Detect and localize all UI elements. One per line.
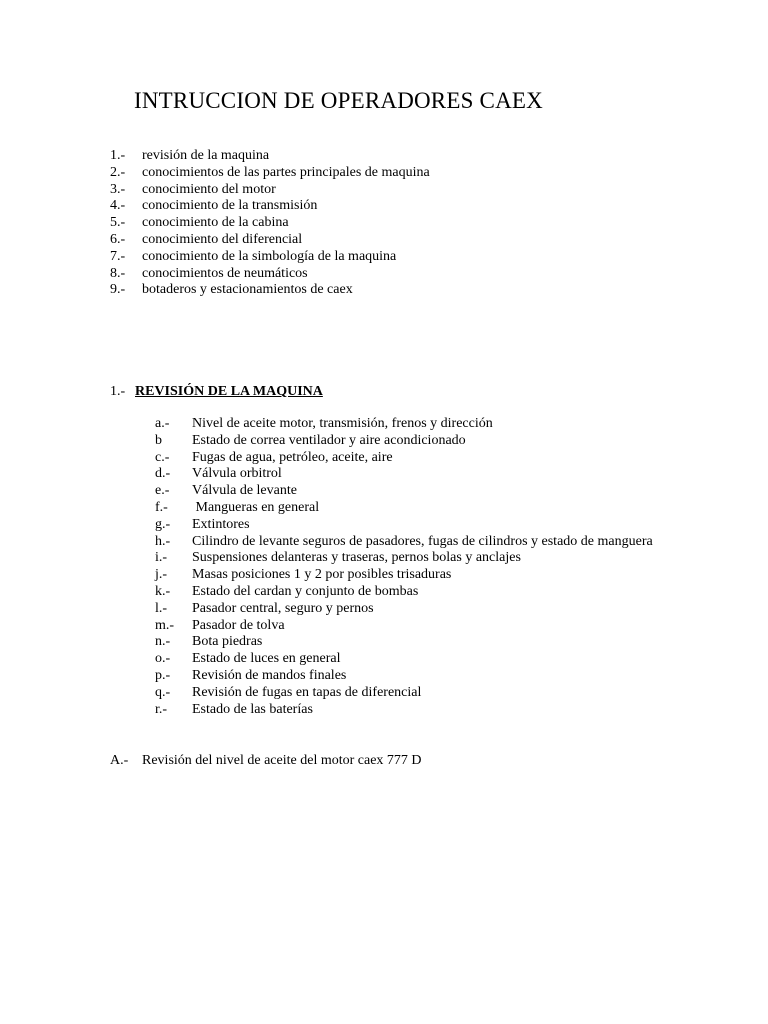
checklist-item	[155, 618, 653, 635]
checklist-item-text: Pasador de tolva	[192, 617, 285, 633]
checklist-item-text: Mangueras en general	[192, 499, 320, 515]
checklist-item	[155, 634, 653, 651]
checklist-item	[155, 416, 653, 433]
checklist-item-letter: r.-	[155, 701, 168, 717]
checklist-item	[155, 550, 653, 567]
checklist-item-text: Masas posiciones 1 y 2 por posibles trisaduras	[192, 567, 452, 583]
checklist-item	[155, 702, 653, 719]
checklist-item-letter: e.-	[155, 483, 170, 499]
toc-item	[110, 182, 430, 199]
toc-item-text: conocimiento de la cabina	[142, 215, 289, 231]
checklist-item	[155, 500, 653, 517]
checklist-item-letter: p.-	[155, 667, 171, 683]
checklist-item-letter: i.-	[155, 550, 168, 566]
toc-item-number: 6.-	[110, 231, 126, 247]
checklist-item-text: Pasador central, seguro y pernos	[192, 600, 374, 616]
checklist-item-letter: m.-	[155, 617, 175, 633]
checklist-item-letter: d.-	[155, 466, 171, 482]
subsection-letter: A.-	[110, 753, 129, 768]
toc-item-number: 3.-	[110, 181, 126, 197]
toc-item-text: conocimientos de neumáticos	[142, 265, 308, 281]
section-title: REVISIÓN DE LA MAQUINA	[135, 384, 323, 399]
checklist-item	[155, 517, 653, 534]
table-of-contents	[110, 148, 430, 299]
toc-item-number: 8.-	[110, 265, 126, 281]
toc-item-text: conocimiento del motor	[142, 181, 276, 197]
inspection-checklist	[155, 416, 653, 718]
checklist-item	[155, 450, 653, 467]
toc-item	[110, 198, 430, 215]
toc-item	[110, 282, 430, 299]
checklist-item	[155, 534, 653, 551]
toc-item	[110, 266, 430, 283]
checklist-item	[155, 668, 653, 685]
checklist-item-letter: k.-	[155, 583, 171, 599]
checklist-item-text: Cilindro de levante seguros de pasadores, fugas de cilindros y estado de manguera	[192, 533, 653, 549]
toc-item	[110, 215, 430, 232]
toc-item-number: 9.-	[110, 282, 126, 298]
toc-item-number: 2.-	[110, 164, 126, 180]
checklist-item	[155, 567, 653, 584]
checklist-item-letter: o.-	[155, 651, 171, 667]
checklist-item-text: Revisión de fugas en tapas de diferencial	[192, 684, 422, 700]
toc-item-number: 4.-	[110, 198, 126, 214]
checklist-item-letter: g.-	[155, 516, 171, 532]
checklist-item-text: Extintores	[192, 516, 250, 532]
checklist-item-text: Fugas de agua, petróleo, aceite, aire	[192, 449, 393, 465]
checklist-item	[155, 651, 653, 668]
checklist-item-text: Estado del cardan y conjunto de bombas	[192, 583, 419, 599]
toc-item-text: conocimiento de la transmisión	[142, 198, 318, 214]
checklist-item	[155, 601, 653, 618]
checklist-item-text: Estado de correa ventilador y aire acondicionado	[192, 432, 466, 448]
checklist-item-letter: f.-	[155, 499, 168, 515]
checklist-item-letter: h.-	[155, 533, 171, 549]
checklist-item-letter: c.-	[155, 449, 170, 465]
toc-item	[110, 165, 430, 182]
toc-item-text: conocimiento de la simbología de la maquina	[142, 248, 397, 264]
checklist-item-text: Válvula orbitrol	[192, 466, 282, 482]
toc-item-text: conocimientos de las partes principales de maquina	[142, 164, 430, 180]
checklist-item-text: Válvula de levante	[192, 483, 297, 499]
toc-item-number: 5.-	[110, 215, 126, 231]
checklist-item	[155, 466, 653, 483]
checklist-item-text: Revisión de mandos finales	[192, 667, 347, 683]
toc-item-text: conocimiento del diferencial	[142, 231, 303, 247]
toc-item-text: botaderos y estacionamientos de caex	[142, 282, 353, 298]
checklist-item	[155, 433, 653, 450]
toc-item	[110, 148, 430, 165]
checklist-item-text: Estado de luces en general	[192, 651, 341, 667]
checklist-item-text: Bota piedras	[192, 634, 263, 650]
section-heading	[110, 383, 323, 400]
checklist-item-text: Suspensiones delanteras y traseras, pernos bolas y anclajes	[192, 550, 521, 566]
section-number: 1.-	[110, 384, 126, 399]
checklist-item-letter: l.-	[155, 600, 168, 616]
checklist-item-letter: a.-	[155, 416, 170, 431]
toc-item	[110, 249, 430, 266]
toc-item	[110, 232, 430, 249]
toc-item-text: revisión de la maquina	[142, 148, 270, 163]
checklist-item-text: Nivel de aceite motor, transmisión, frenos y dirección	[192, 416, 493, 431]
toc-item-number: 7.-	[110, 248, 126, 264]
checklist-item	[155, 584, 653, 601]
checklist-item-letter: j.-	[155, 567, 168, 583]
checklist-item	[155, 685, 653, 702]
subsection-heading	[110, 752, 422, 769]
subsection-text: Revisión del nivel de aceite del motor caex 777 D	[142, 753, 422, 768]
checklist-item-letter: q.-	[155, 684, 171, 700]
checklist-item	[155, 483, 653, 500]
checklist-item-letter: n.-	[155, 634, 171, 650]
checklist-item-text: Estado de las baterías	[192, 701, 313, 717]
toc-item-number: 1.-	[110, 148, 126, 163]
checklist-item-letter: b	[155, 432, 162, 448]
document-title: INTRUCCION DE OPERADORES CAEX	[134, 88, 543, 113]
